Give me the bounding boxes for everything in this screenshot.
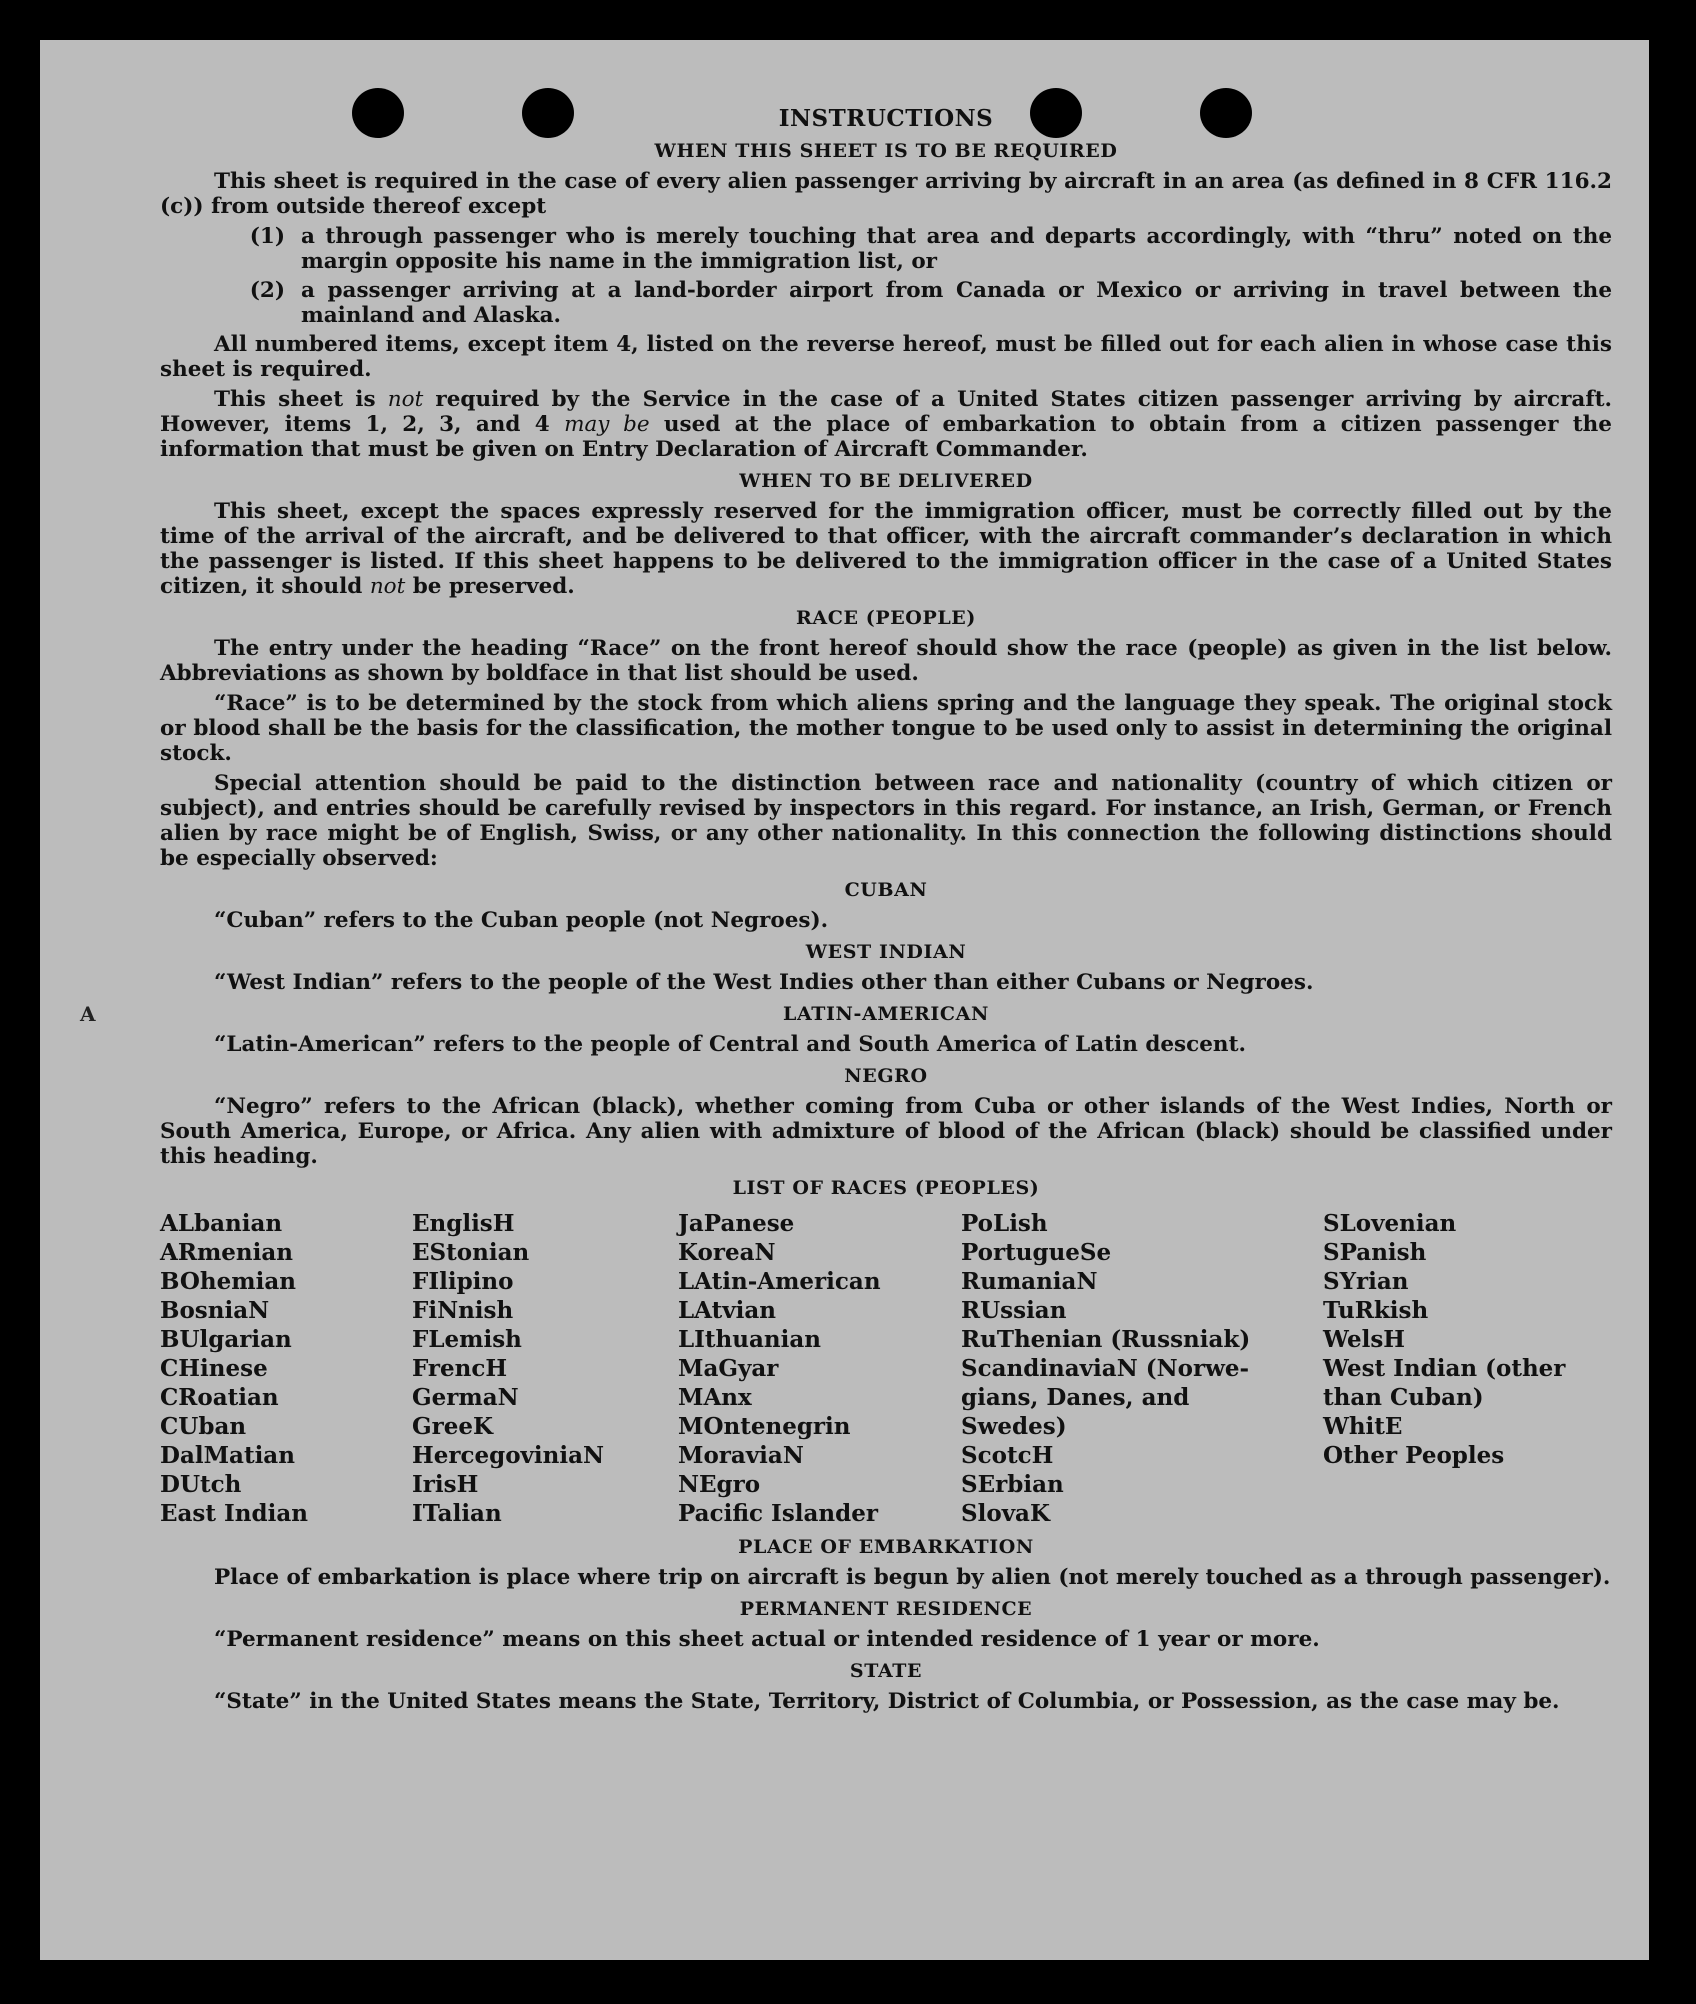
race-entry: SlovaK [961, 1500, 1050, 1527]
paragraph: “Latin-American” refers to the people of Central and South America of Latin descent. [214, 1032, 1246, 1057]
race-entry: PoLish [961, 1210, 1048, 1237]
race-entry: ITalian [412, 1500, 502, 1527]
race-entry: LIthuanian [678, 1326, 821, 1353]
item-number: (1) [249, 224, 285, 249]
race-entry: HercegoviniaN [412, 1442, 605, 1469]
heading-latin-american: LATIN-AMERICAN [783, 1003, 989, 1025]
race-list [160, 1209, 1612, 1528]
race-entry: Other Peoples [1323, 1442, 1505, 1469]
paragraph: This sheet is required in the case of every alien passenger arriving by aircraft in an area (as defined in 8 CFR 116.2 (c)) from outside thereof except [160, 169, 1612, 219]
race-entry: MoraviaN [678, 1442, 804, 1469]
paragraph: The entry under the heading “Race” on the front hereof should show the race (people) as given in the list below. Abbreviations as shown by boldface in that list should be used. [160, 636, 1612, 686]
race-entry: FrencH [412, 1355, 508, 1382]
race-entry: EStonian [412, 1239, 530, 1266]
paragraph: “West Indian” refers to the people of the West Indies other than either Cubans or Negroes. [214, 970, 1314, 995]
paragraph: “Permanent residence” means on this sheet actual or intended residence of 1 year or more. [214, 1627, 1320, 1652]
race-entry: LAtvian [678, 1297, 776, 1324]
paragraph: “State” in the United States means the State, Territory, District of Columbia, or Possession, as the case may be. [214, 1689, 1560, 1714]
heading-negro: NEGRO [844, 1065, 928, 1087]
race-entry: RuThenian (Russniak) [961, 1326, 1251, 1353]
list-item [160, 224, 1612, 274]
race-entry: TuRkish [1323, 1297, 1429, 1324]
race-entry: LAtin-American [678, 1268, 881, 1295]
race-entry: FiNnish [412, 1297, 514, 1324]
race-column [412, 1209, 678, 1528]
paragraph: “Cuban” refers to the Cuban people (not Negroes). [214, 908, 829, 933]
paragraph: Place of embarkation is place where trip on aircraft is begun by alien (not merely touched as a through passenger). [214, 1565, 1611, 1590]
race-entry: WelsH [1323, 1326, 1406, 1353]
race-entry: BOhemian [160, 1268, 296, 1295]
race-entry: gians, Danes, and [961, 1384, 1190, 1411]
race-entry: MaGyar [678, 1355, 779, 1382]
race-entry: FIlipino [412, 1268, 514, 1295]
race-entry: CHinese [160, 1355, 268, 1382]
heading-list-of-races: LIST OF RACES (PEOPLES) [732, 1177, 1040, 1199]
margin-mark: A [80, 1002, 96, 1026]
race-entry: ALbanian [160, 1210, 283, 1237]
race-column [961, 1209, 1323, 1528]
race-entry: SPanish [1323, 1239, 1427, 1266]
race-column [160, 1209, 412, 1528]
race-entry: RumaniaN [961, 1268, 1098, 1295]
race-entry: East Indian [160, 1500, 308, 1527]
paragraph: “Negro” refers to the African (black), whether coming from Cuba or other islands of the West Indies, North or South America, Europe, or Africa. Any alien with admixture of blood of the African (black) should be classified under this heading. [160, 1094, 1612, 1169]
race-entry: DalMatian [160, 1442, 295, 1469]
document-sheet [40, 40, 1649, 1960]
paragraph: Special attention should be paid to the distinction between race and nationality (country of which citizen or subject), and entries should be carefully revised by inspectors in this regard. For instance, an Irish, German, or French alien by race might be of English, Swiss, or any other nationality. In this connection the following distinctions should be especially observed: [160, 771, 1612, 871]
race-entry: WhitE [1323, 1413, 1403, 1440]
heading-when-delivered: WHEN TO BE DELIVERED [739, 470, 1033, 492]
race-entry: JaPanese [678, 1210, 795, 1237]
race-entry: MAnx [678, 1384, 752, 1411]
race-entry: KoreaN [678, 1239, 776, 1266]
heading-state: STATE [849, 1660, 923, 1682]
heading-cuban: CUBAN [844, 879, 928, 901]
race-entry: GermaN [412, 1384, 519, 1411]
race-entry: CRoatian [160, 1384, 279, 1411]
race-column [678, 1209, 961, 1528]
race-entry: GreeK [412, 1413, 494, 1440]
race-entry: SYrian [1323, 1268, 1409, 1295]
heading-when-required: WHEN THIS SHEET IS TO BE REQUIRED [654, 140, 1118, 162]
race-entry: EnglisH [412, 1210, 515, 1237]
race-entry: CUban [160, 1413, 247, 1440]
heading-west-indian: WEST INDIAN [805, 941, 967, 963]
race-entry: BosniaN [160, 1297, 270, 1324]
heading-permanent-residence: PERMANENT RESIDENCE [739, 1598, 1033, 1620]
item-number: (2) [249, 278, 285, 303]
list-item [160, 278, 1612, 328]
paragraph: This sheet, except the spaces expressly reserved for the immigration officer, must be correctly filled out by the time of the arrival of the aircraft, and be delivered to that officer, with the aircraft commander’s declaration in which the passenger is listed. If this sheet happens to be delivered to the immigration officer in the case of a United States citizen, it should not be preserved. [160, 499, 1612, 599]
race-entry: DUtch [160, 1471, 242, 1498]
race-entry: West Indian (other [1323, 1355, 1566, 1382]
paragraph: All numbered items, except item 4, listed on the reverse hereof, must be filled out for each alien in whose case this sheet is required. [160, 332, 1612, 382]
race-entry: RUssian [961, 1297, 1067, 1324]
item-text: a through passenger who is merely touching that area and departs accordingly, with “thru” noted on the margin opposite his name in the immigration list, or [301, 224, 1612, 274]
race-entry: ScotcH [961, 1442, 1054, 1469]
race-entry: IrisH [412, 1471, 479, 1498]
race-entry: Pacific Islander [678, 1500, 878, 1527]
item-text: a passenger arriving at a land-border airport from Canada or Mexico or arriving in travel between the mainland and Alaska. [301, 278, 1612, 328]
race-entry: FLemish [412, 1326, 522, 1353]
race-entry: SErbian [961, 1471, 1064, 1498]
race-entry: ARmenian [160, 1239, 294, 1266]
heading-embarkation: PLACE OF EMBARKATION [738, 1536, 1034, 1558]
heading-race: RACE (PEOPLE) [796, 607, 976, 629]
race-entry: PortugueSe [961, 1239, 1112, 1266]
race-entry: than Cuban) [1323, 1384, 1484, 1411]
race-entry: ScandinaviaN (Norwe- [961, 1355, 1250, 1382]
race-entry: BUlgarian [160, 1326, 292, 1353]
instructions-body [160, 106, 1612, 1719]
paragraph: This sheet is not required by the Service in the case of a United States citizen passenger arriving by aircraft. However, items 1, 2, 3, and 4 may be used at the place of embarkation to obtain from a citizen passenger the information that must be given on Entry Declaration of Aircraft Commander. [160, 387, 1612, 462]
race-entry: Swedes) [961, 1413, 1067, 1440]
race-column [1323, 1209, 1612, 1528]
page-title: INSTRUCTIONS [778, 105, 994, 132]
race-entry: MOntenegrin [678, 1413, 851, 1440]
race-entry: SLovenian [1323, 1210, 1457, 1237]
paragraph: “Race” is to be determined by the stock from which aliens spring and the language they speak. The original stock or blood shall be the basis for the classification, the mother tongue to be used only to assist in determining the original stock. [160, 691, 1612, 766]
race-entry: NEgro [678, 1471, 761, 1498]
